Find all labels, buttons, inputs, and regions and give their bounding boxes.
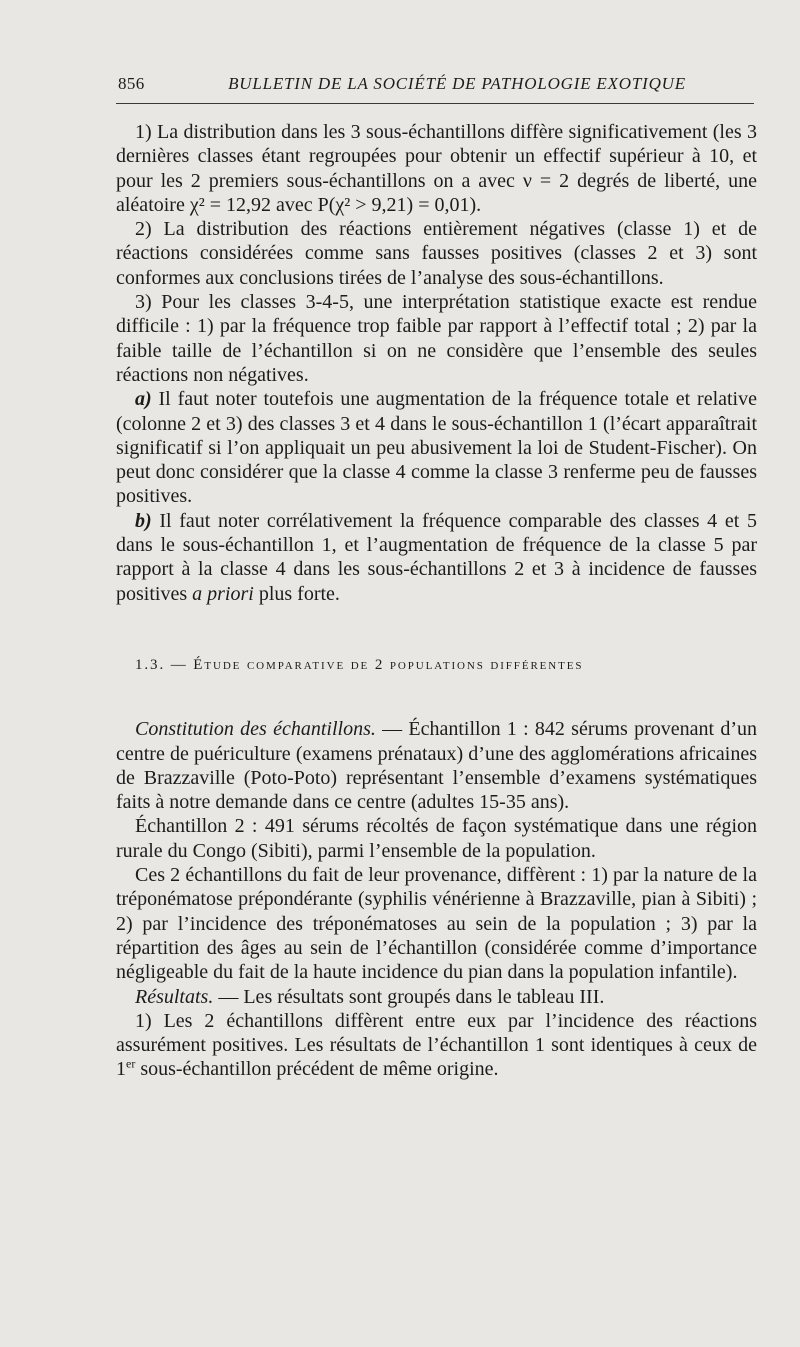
- paragraph-9: [116, 985, 757, 1009]
- paragraph-4-text: Il faut noter toutefois une augmentation de la fréquence totale et relative (colonne 2 et 3) des classes 3 et 4 dans le sous-échantillon 1 (l’écart apparaîtrait significatif si l’on appliquait un peu abusivement la loi de Student-Fischer). On peut donc considérer que la classe 4 comme la classe 3 renferme peu de fausses positives.: [116, 388, 757, 508]
- article-body: [116, 120, 757, 1082]
- paragraph-8: Ces 2 échantillons du fait de leur provenance, diffèrent : 1) par la nature de la tréponématose prépondérante (syphilis vénérienne à Brazzaville, pian à Sibiti) ; 2) par l’incidence des tréponématoses au sein de la population ; 3) par la répartition des âges au sein de l’échantillon (considérée comme d’importance négligeable du fait de la haute incidence du pian dans la population infantile).: [116, 864, 757, 984]
- paragraph-10-end: sous-échantillon précédent de même origine.: [135, 1058, 499, 1081]
- resultats-label: Résultats.: [135, 985, 214, 1008]
- paragraph-3: 3) Pour les classes 3-4-5, une interprétation statistique exacte est rendue difficile : 1) par la fréquence trop faible par rapport à l’effectif total ; 2) par la faible taille de l’échantillon si on ne considère que l’ensemble des seules réactions non négatives.: [116, 291, 757, 386]
- running-header: [118, 74, 752, 94]
- paragraph-6-text: — Échantillon 1 : 842 sérums provenant d’un centre de puériculture (examens prénataux) d’une des agglomérations africaines de Brazzaville (Poto-Poto) représentant l’ensemble d’examens systématiques faits à notre demande dans ce centre (adultes 15-35 ans).: [116, 718, 757, 814]
- paragraph-5-text: Il faut noter corrélativement la fréquence comparable des classes 4 et 5 dans le sous-échantillon 1, et l’augmentation de fréquence de la classe 5 par rapport à la classe 4 dans les sous-échantillons 2 et 3 à incidence de fausses positives: [116, 509, 757, 605]
- item-label-b: b): [135, 509, 152, 532]
- paragraph-10: [116, 1009, 757, 1082]
- header-rule: [116, 103, 754, 104]
- page-number: 856: [118, 74, 145, 93]
- paragraph-6: [116, 717, 757, 814]
- paragraph-7: Échantillon 2 : 491 sérums récoltés de façon systématique dans une région rurale du Congo (Sibiti), parmi l’ensemble de la population.: [116, 815, 757, 862]
- constitution-label: Constitution des échantillons.: [135, 718, 376, 741]
- paragraph-5: [116, 509, 757, 606]
- superscript-er: er: [126, 1056, 136, 1071]
- paragraph-4: [116, 387, 757, 508]
- paragraph-5-end: plus forte.: [253, 582, 340, 605]
- paragraph-2: 2) La distribution des réactions entièrement négatives (classe 1) et de réactions considérées comme sans fausses positives (classes 2 et 3) sont conformes aux conclusions tirées de l’analyse des sous-échantillons.: [116, 218, 757, 289]
- journal-title: BULLETIN DE LA SOCIÉTÉ DE PATHOLOGIE EXOTIQUE: [228, 74, 686, 93]
- a-priori: a priori: [192, 582, 254, 605]
- item-label-a: a): [135, 388, 152, 411]
- paragraph-1: 1) La distribution dans les 3 sous-échantillons diffère significativement (les 3 dernières classes étant regroupées pour obtenir un effectif supérieur à 10, et pour les 2 premiers sous-échantillons on a avec ν = 2 degrés de liberté, une aléatoire χ² = 12,92 avec P(χ² > 9,21) = 0,01).: [116, 121, 757, 216]
- paragraph-9-text: — Les résultats sont groupés dans le tableau III.: [213, 985, 605, 1008]
- section-title: 1.3. — Étude comparative de 2 populations différentes: [135, 656, 584, 673]
- paragraph-10-text: 1) Les 2 échantillons diffèrent entre eux par l’incidence des réactions assurément positives. Les résultats de l’échantillon 1 sont identiques à ceux de 1: [116, 1009, 757, 1081]
